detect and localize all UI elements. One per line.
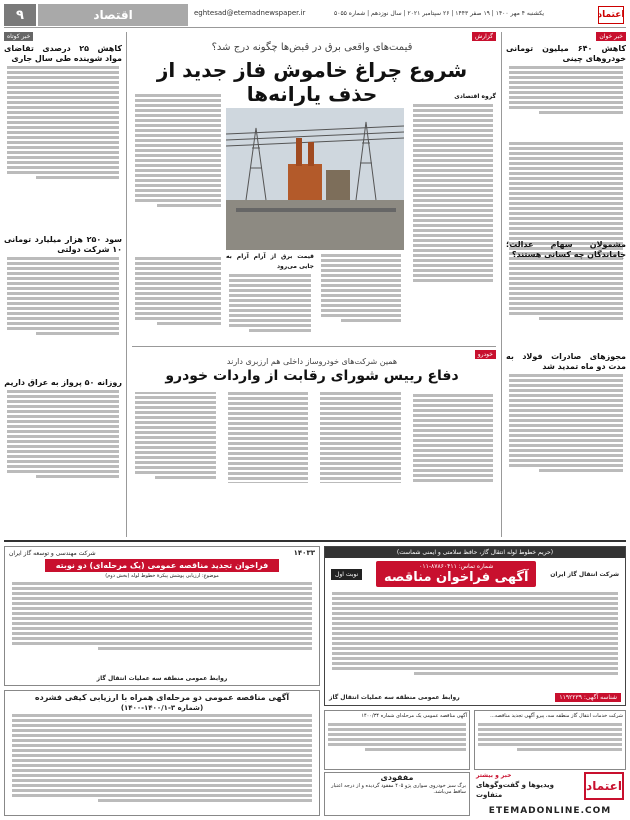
page-header — [4, 4, 626, 28]
tender-ad-left-mid — [4, 690, 320, 816]
main-story-kicker: گزارش — [472, 32, 496, 41]
right-item-3 — [506, 352, 626, 537]
main-story-col-4 — [132, 92, 224, 252]
tender-ad-phone: شماره تماس: ۸۷۸۶۰۴۱۱-۰۱۱ — [419, 563, 494, 570]
tender-ad-notice-id: شناسه آگهی: ۱۱۹۲۲۳۹ — [555, 693, 621, 702]
tender-ad-mid-number: (شماره ۳-۱۴۰۰/۱-۱۴۰۰) — [120, 704, 204, 712]
lost-notice-text: برگ سبز خودروی سواری پژو ۴۰۵ مفقود گردیده و از درجه اعتبار ساقط می‌باشد. — [331, 783, 466, 795]
main-story-col-2 — [318, 252, 404, 342]
left-column-kicker: خبر کوتاه — [4, 32, 33, 41]
left-item-3-title: روزانه ۵۰ پرواز به عراق داریم — [4, 378, 122, 387]
second-story-headline: دفاع رییس شورای رقابت از واردات خودرو — [165, 368, 459, 384]
right-item-1 — [506, 44, 626, 124]
tender-ad-left-top — [4, 546, 320, 686]
right-item-2-title: مشمولان سهام عدالت؛ جاماندگان چه کسانی هستند؟ — [506, 240, 626, 259]
second-story-subheadline: همین شرکت‌های خودروساز داخلی هم ارزبری دارند — [226, 357, 398, 366]
main-story-byline: گروه اقتصادی — [454, 93, 496, 100]
right-item-2 — [506, 240, 626, 350]
tender-ad-right — [324, 546, 626, 706]
right-column-kicker: خبر خوان — [596, 32, 626, 41]
promo-tagline: خبر و بیشتر — [476, 772, 512, 779]
left-item-2-title: سود ۲۵۰ هزار میلیارد تومانی ۱۰ شرکت دولتی — [4, 235, 122, 254]
left-item-2 — [4, 235, 122, 375]
promo-line3: متفاوت — [476, 791, 503, 799]
main-story-col-5 — [132, 255, 224, 345]
dateline: یکشنبه ۴ مهر ۱۴۰۰ | ۱۹ صفر ۱۴۴۳ | ۲۶ سپتامبر ۲۰۲۱ | سال نوزدهم | شماره ۵۰۵۵ — [334, 10, 545, 17]
left-item-3 — [4, 378, 122, 538]
second-story-kicker: خودرو — [475, 350, 496, 359]
tender-ad-company: شرکت انتقال گاز ایران — [550, 570, 619, 578]
power-plant-illustration — [226, 108, 404, 250]
main-story-col-3 — [226, 252, 314, 342]
lost-notice-title: مفقودی — [380, 773, 414, 782]
bottom-right-notice — [474, 710, 626, 770]
bottom-mid-notice — [324, 710, 470, 770]
left-item-1-title: کاهش ۲۵ درصدی تقاضای مواد شوینده طی سال جاری — [4, 44, 122, 63]
right-item-3-title: مجوزهای صادرات فولاد به مدت دو ماه تمدید شد — [506, 352, 626, 371]
tender-ad-title: آگهی فراخوان مناقصه — [384, 570, 529, 585]
left-item-1 — [4, 44, 122, 224]
tender-ad-left-company: شرکت مهندسی و توسعه گاز ایران — [9, 549, 96, 557]
section-name: اقتصاد — [38, 4, 188, 26]
promo-url[interactable]: ETEMADONLINE.COM — [488, 806, 612, 816]
tender-ad-footer: روابط عمومی منطقه سه عملیات انتقال گاز — [329, 694, 460, 701]
main-story-subheadline: قیمت‌های واقعی برق در قبض‌ها چگونه درج شد؟ — [211, 42, 413, 53]
promo-line2: ویدیوها و گفت‌وگوهای — [476, 781, 554, 789]
right-item-1-title: کاهش ۶۴۰ میلیون تومانی خودروهای چینی — [506, 44, 626, 63]
tender-ad-left-code: ۱۴۰۳۳ — [293, 549, 315, 557]
main-story-headline: شروع چراغ خاموش فاز جدید از حذف یارانه‌ها — [156, 58, 468, 106]
promo-logo: اعتماد — [584, 772, 624, 800]
second-story-body — [132, 392, 496, 532]
newspaper-logo: اعتماد — [598, 6, 624, 24]
tender-ad-left-footer: روابط عمومی منطقه سه عملیات انتقال گاز — [96, 675, 228, 682]
tender-ad-top-line: (حریم خطوط لوله انتقال گاز، حافظ سلامتی و ایمنی شماست) — [325, 547, 625, 558]
tender-ad-left-subtitle: موضوع: ارزیابی پوشش پیکرهٔ خطوط لوله (بخش دوم) — [105, 573, 219, 579]
main-story-col-1 — [410, 92, 496, 342]
section-email: eghtesad@etemadnewspaper.ir — [194, 9, 306, 17]
tender-ad-mid-title: آگهی مناقصه عمومی دو مرحله‌ای همراه با ارزیابی کیفی فشرده — [34, 693, 290, 702]
bottom-right-notice-text: شرکت خدمات انتقال گاز منطقه سه، پیرو آگهی تجدید مناقصه... — [490, 713, 623, 719]
power-plant-photo — [226, 108, 404, 250]
lost-notice — [324, 772, 470, 816]
main-story-inline-subhead: قیمت برق از آرام آرام به جایی می‌رود — [226, 253, 314, 270]
bottom-mid-notice-text: آگهی مناقصه عمومی یک مرحله‌ای شماره ۱۴۰۰/۳۴ — [361, 713, 467, 719]
page-number: ۹ — [4, 4, 36, 26]
tender-ad-badge: نوبت اول — [331, 569, 362, 580]
promo-box — [474, 772, 626, 816]
tender-ad-left-title: فراخوان تجدید مناقصه عمومی (یک مرحله‌ای) دو نوبته — [45, 559, 279, 572]
tender-ad-title-box — [376, 561, 536, 587]
